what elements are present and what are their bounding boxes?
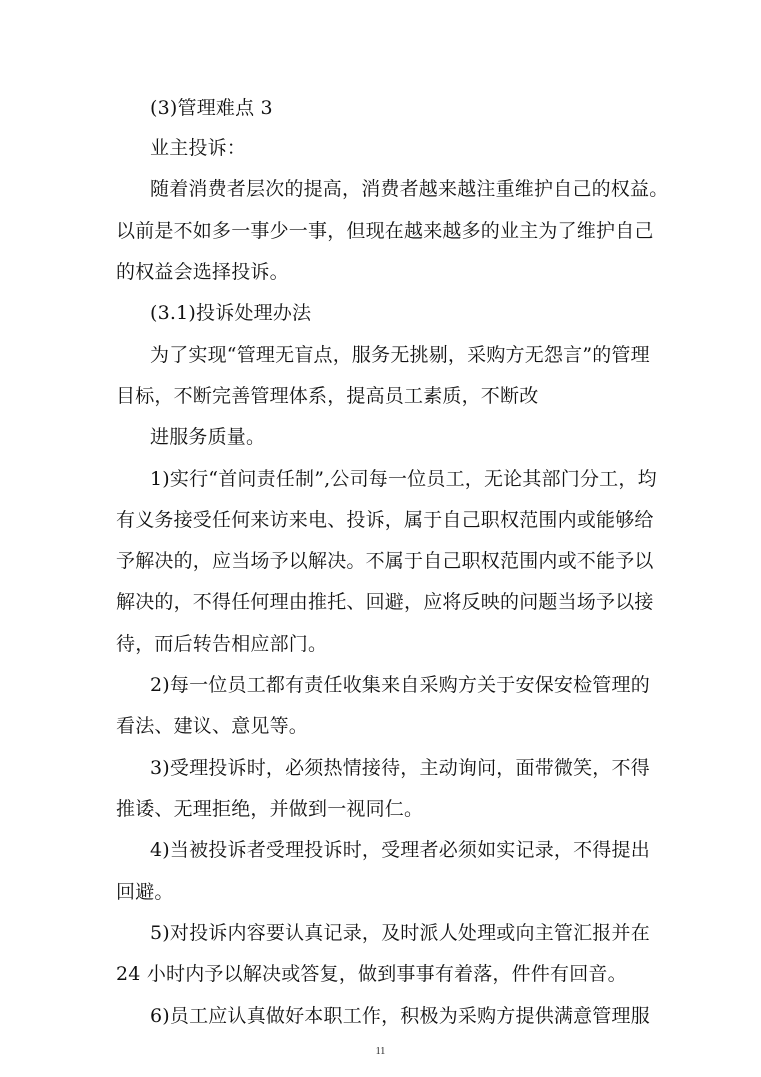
text-line-7: 为了实现“管理无盲点，服务无挑剔，采购方无怨言”的管理 [150, 344, 650, 366]
text-line-14: 待，而后转告相应部门。 [116, 633, 328, 655]
text-line-11: 有义务接受任何来访来电、投诉，属于自己职权范围内或能够给 [116, 509, 654, 531]
text-line-22: 24 小时内予以解决或答复，做到事事有着落，件件有回音。 [116, 963, 627, 985]
text-line-16: 看法、建议、意见等。 [116, 715, 309, 737]
text-line-15: 2)每一位员工都有责任收集来自采购方关于安保安检管理的 [150, 674, 650, 696]
text-line-21: 5)对投诉内容要认真记录，及时派人处理或向主管汇报并在 [150, 922, 650, 944]
text-line-20: 回避。 [116, 881, 174, 903]
text-line-1: (3)管理难点 3 [150, 97, 273, 119]
text-line-4: 以前是不如多一事少一事，但现在越来越多的业主为了维护自己 [116, 220, 654, 242]
text-line-3: 随着消费者层次的提高，消费者越来越注重维护自己的权益。 [150, 178, 669, 200]
text-line-23: 6)员工应认真做好本职工作，积极为采购方提供满意管理服 [150, 1005, 650, 1027]
text-line-5: 的权益会选择投诉。 [116, 261, 289, 283]
page-number: 11 [375, 1046, 386, 1057]
text-line-17: 3)受理投诉时，必须热情接待，主动询问，面带微笑，不得 [150, 757, 650, 779]
text-line-12: 予解决的，应当场予以解决。不属于自己职权范围内或不能予以 [116, 550, 654, 572]
text-line-2: 业主投诉： [150, 137, 247, 159]
text-line-6: (3.1)投诉处理办法 [150, 302, 312, 324]
text-line-8: 目标，不断完善管理体系，提高员工素质，不断改 [116, 385, 539, 407]
text-line-13: 解决的，不得任何理由推托、回避，应将反映的问题当场予以接 [116, 591, 654, 613]
text-line-19: 4)当被投诉者受理投诉时，受理者必须如实记录，不得提出 [150, 839, 650, 861]
text-line-9: 进服务质量。 [150, 426, 266, 448]
text-line-18: 推诿、无理拒绝，并做到一视同仁。 [116, 798, 424, 820]
text-line-10: 1)实行“首问责任制”,公司每一位员工，无论其部门分工，均 [150, 468, 657, 490]
